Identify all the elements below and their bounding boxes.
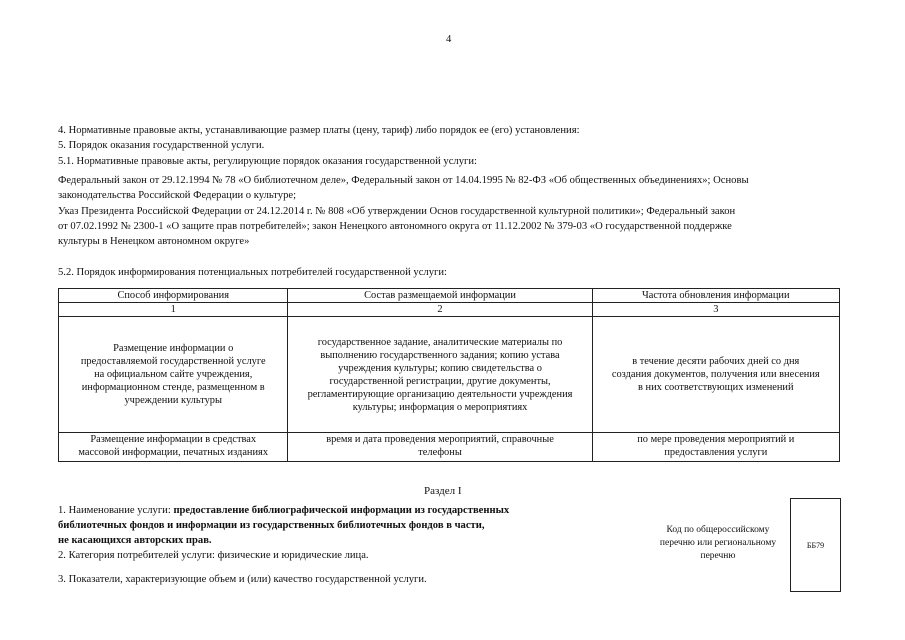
cell-line: учреждения культуры; копию свидетельства о bbox=[338, 362, 542, 374]
cell-line: по мере проведения мероприятий и bbox=[637, 434, 795, 445]
indicators-heading: 3. Показатели, характеризующие объем и (или) качество государственной услуги. bbox=[58, 574, 427, 585]
cell-line: учреждении культуры bbox=[124, 395, 222, 406]
service-name-line-1 bbox=[58, 504, 509, 517]
law-text-2-line-3: культуры в Ненецком автономном округе» bbox=[58, 236, 250, 247]
code-value: ББ79 bbox=[806, 540, 825, 550]
cell-line: культуры; информация о мероприятиях bbox=[352, 401, 528, 413]
paragraph-5: 5. Порядок оказания государственной услуги. bbox=[58, 140, 265, 151]
cell-line: в них соответствующих изменений bbox=[638, 382, 794, 393]
table-row bbox=[59, 317, 840, 433]
cell-line: в течение десяти рабочих дней со дня bbox=[632, 356, 800, 367]
column-number-3: 3 bbox=[592, 303, 839, 317]
law-text-2-line-2: от 07.02.1992 № 2300-1 «О защите прав потребителей»; закон Ненецкого автономного округа от 11.12.2002 № 379-03 «О государственной поддержке bbox=[58, 221, 732, 232]
table-row bbox=[59, 433, 840, 462]
code-box bbox=[790, 498, 841, 592]
cell-line: выполнению государственного задания; копию устава bbox=[320, 349, 560, 361]
cell-line: создания документов, получения или внесения bbox=[611, 369, 820, 380]
cell-line: государственной регистрации, другие документы, bbox=[329, 375, 551, 387]
code-label bbox=[648, 524, 788, 563]
service-name-line-3: не касающихся авторских прав. bbox=[58, 535, 212, 546]
cell-line: Размещение информации о bbox=[113, 343, 234, 354]
column-number-1: 1 bbox=[59, 303, 288, 317]
law-text-1-line-2: законодательства Российской Федерации о культуре; bbox=[58, 190, 297, 201]
column-number-2: 2 bbox=[288, 303, 592, 317]
paragraph-5-2: 5.2. Порядок информирования потенциальных потребителей государственной услуги: bbox=[58, 267, 447, 278]
cell-line: массовой информации, печатных изданиях bbox=[78, 447, 269, 458]
row1-method-cell bbox=[59, 317, 288, 433]
cell-line: время и дата проведения мероприятий, справочные bbox=[326, 434, 554, 445]
row2-method-cell bbox=[59, 433, 288, 462]
header-method: Способ информирования bbox=[59, 289, 288, 303]
paragraph-4: 4. Нормативные правовые акты, устанавливающие размер платы (цену, тариф) либо порядок ее (его) установления: bbox=[58, 125, 580, 136]
row1-content-cell bbox=[288, 317, 592, 433]
cell-line: государственное задание, аналитические материалы по bbox=[317, 336, 563, 348]
code-label-line: перечню bbox=[700, 551, 736, 561]
row2-frequency-cell bbox=[592, 433, 839, 462]
law-text-2-line-1: Указ Президента Российской Федерации от 24.12.2014 г. № 808 «Об утверждении Основ государственной культурной политики»; Федеральный закон bbox=[58, 206, 736, 217]
row2-content-cell bbox=[288, 433, 592, 462]
cell-line: Размещение информации в средствах bbox=[90, 434, 257, 445]
cell-line: информационном стенде, размещенном в bbox=[81, 382, 265, 393]
paragraph-5-1: 5.1. Нормативные правовые акты, регулирующие порядок оказания государственной услуги: bbox=[58, 156, 477, 167]
cell-line: телефоны bbox=[418, 447, 462, 458]
consumer-category: 2. Категория потребителей услуги: физические и юридические лица. bbox=[58, 550, 369, 561]
service-name-line-2: библиотечных фондов и информации из государственных библиотечных фондов в части, bbox=[58, 520, 485, 531]
header-frequency: Частота обновления информации bbox=[592, 289, 839, 303]
row1-frequency-cell bbox=[592, 317, 839, 433]
law-text-1-line-1: Федеральный закон от 29.12.1994 № 78 «О библиотечном деле», Федеральный закон от 14.04.1995 № 82-ФЗ «Об общественных объединениях»; Основы bbox=[58, 175, 749, 186]
header-content: Состав размещаемой информации bbox=[288, 289, 592, 303]
cell-line: регламентирующие организацию деятельности учреждения bbox=[307, 388, 573, 400]
code-label-line: Код по общероссийскому bbox=[666, 525, 770, 535]
information-table bbox=[58, 288, 840, 462]
service-name-bold: предоставление библиографической информации из государственных bbox=[173, 505, 510, 516]
cell-line: на официальном сайте учреждения, bbox=[94, 369, 253, 380]
table-header-row bbox=[59, 289, 840, 303]
cell-line: предоставления услуги bbox=[664, 447, 768, 458]
service-name-prefix: 1. Наименование услуги: bbox=[58, 505, 174, 516]
code-label-line: перечню или региональному bbox=[659, 538, 777, 548]
cell-line: предоставляемой государственной услуге bbox=[80, 356, 266, 367]
table-number-row bbox=[59, 303, 840, 317]
section-title: Раздел I bbox=[424, 485, 462, 497]
page-number: 4 bbox=[446, 34, 452, 45]
